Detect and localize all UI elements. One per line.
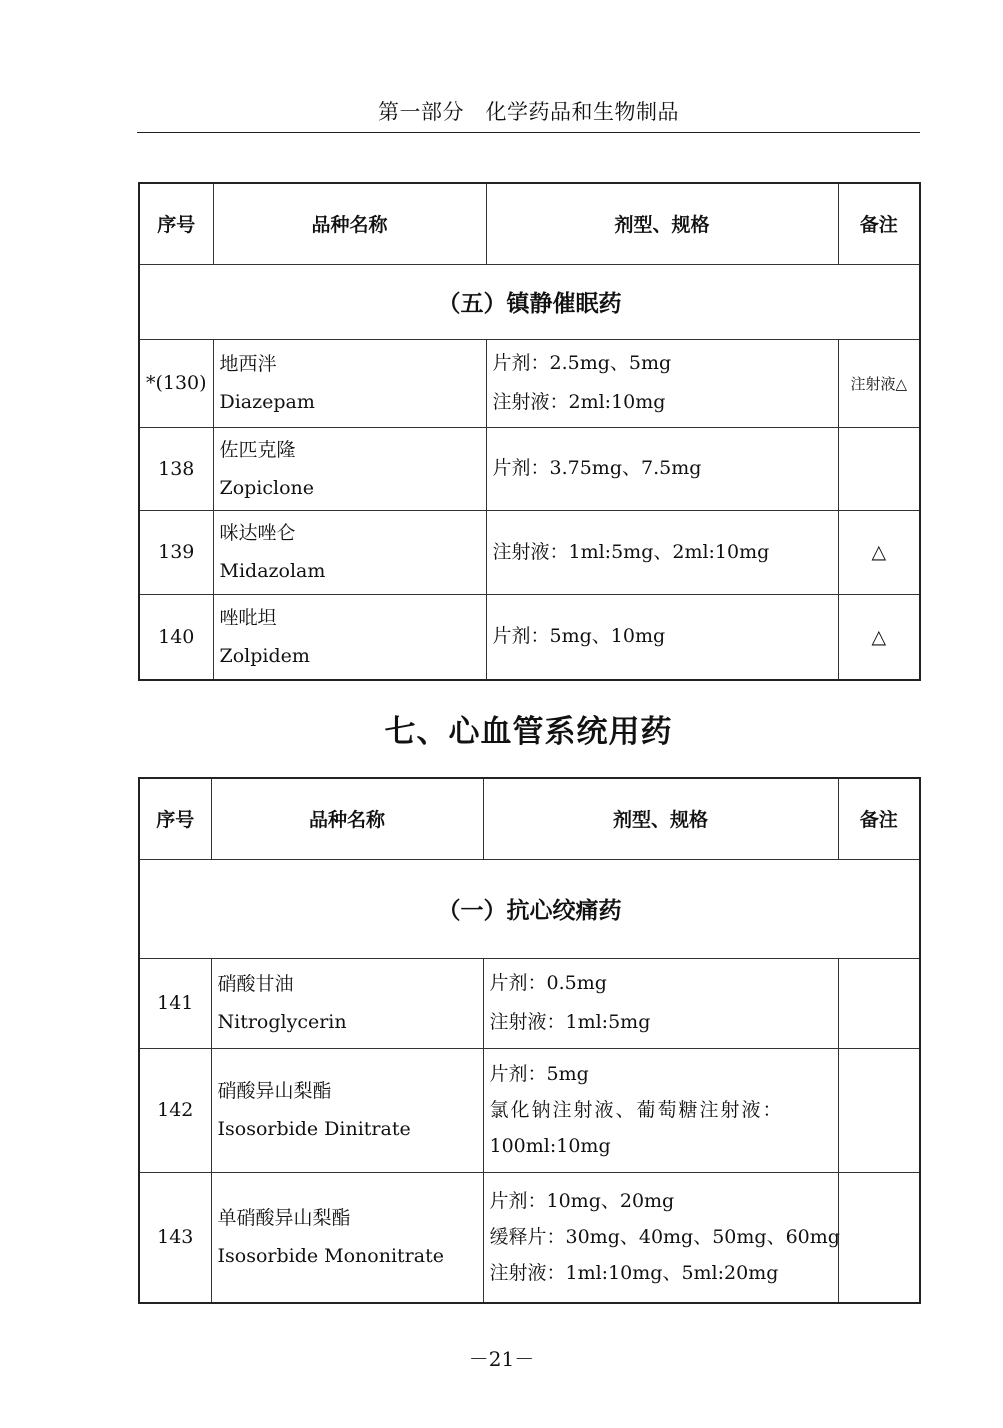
section-title: （一）抗心绞痛药 (139, 859, 920, 958)
drug-name (211, 958, 483, 1048)
table-row (139, 1048, 920, 1172)
drug-spec (486, 594, 838, 680)
drug-note (838, 958, 920, 1048)
drug-table-sedatives (138, 182, 921, 681)
drug-name-cn: 唑吡坦 (219, 606, 277, 629)
section-row (139, 264, 920, 339)
table-row (139, 339, 920, 427)
drug-note: 注射液△ (838, 339, 920, 427)
row-number: 142 (139, 1048, 211, 1172)
drug-spec (486, 510, 838, 594)
spec-line: 注射液：1ml:10mg、5ml:20mg (489, 1262, 779, 1285)
chapter-title: 七、心血管系统用药 (384, 714, 673, 750)
col-header-spec: 剂型、规格 (483, 778, 838, 859)
section-row (139, 859, 920, 958)
spec-line: 氯化钠注射液、葡萄糖注射液： (489, 1099, 784, 1121)
header-divider (137, 132, 920, 133)
section-title: （五）镇静催眠药 (139, 264, 920, 339)
table-row (139, 958, 920, 1048)
spec-line: 注射液：1ml:5mg (489, 1011, 651, 1033)
drug-note: △ (838, 594, 920, 680)
row-number: 139 (139, 510, 213, 594)
drug-note: △ (838, 510, 920, 594)
drug-name-en: Isosorbide Dinitrate (217, 1118, 411, 1140)
page-number: －21－ (468, 1347, 535, 1371)
drug-name-en: Zopiclone (219, 476, 315, 499)
spec-line: 缓释片：30mg、40mg、50mg、60mg (489, 1226, 840, 1249)
spec-line: 片剂：10mg、20mg (489, 1190, 675, 1213)
drug-name-cn: 佐匹克隆 (219, 438, 296, 461)
col-header-note: 备注 (838, 778, 920, 859)
spec-line: 片剂：0.5mg (489, 972, 607, 994)
table-row (139, 510, 920, 594)
drug-name (211, 1048, 483, 1172)
drug-name-cn: 硝酸甘油 (217, 973, 294, 995)
col-header-name: 品种名称 (211, 778, 483, 859)
drug-spec (483, 1048, 838, 1172)
drug-note (838, 1048, 920, 1172)
drug-name-en: Midazolam (219, 560, 326, 582)
col-header-spec: 剂型、规格 (486, 183, 838, 264)
page-header: 第一部分 化学药品和生物制品 (378, 100, 679, 124)
drug-note (838, 1172, 920, 1303)
table-row (139, 1172, 920, 1303)
col-header-number: 序号 (139, 183, 213, 264)
drug-name (213, 510, 486, 594)
col-header-number: 序号 (139, 778, 211, 859)
drug-note (838, 427, 920, 510)
drug-spec (486, 427, 838, 510)
row-number: 141 (139, 958, 211, 1048)
table-header-row (139, 183, 920, 264)
drug-spec (483, 958, 838, 1048)
spec-line: 片剂：3.75mg、7.5mg (492, 457, 702, 479)
row-number: 138 (139, 427, 213, 510)
drug-name-en: Nitroglycerin (217, 1011, 347, 1033)
table-header-row (139, 778, 920, 859)
drug-name-cn: 单硝酸异山梨酯 (217, 1207, 351, 1230)
drug-name-cn: 地西泮 (219, 353, 277, 375)
spec-line: 注射液：1ml:5mg、2ml:10mg (492, 540, 770, 563)
col-header-note: 备注 (838, 183, 920, 264)
drug-name (213, 427, 486, 510)
row-number: 143 (139, 1172, 211, 1303)
drug-name (211, 1172, 483, 1303)
spec-line: 注射液：2ml:10mg (492, 391, 666, 413)
col-header-name: 品种名称 (213, 183, 486, 264)
drug-spec (486, 339, 838, 427)
table-row (139, 594, 920, 680)
drug-table-cardiovascular (138, 777, 921, 1304)
row-number: 140 (139, 594, 213, 680)
drug-name-cn: 硝酸异山梨酯 (217, 1080, 332, 1102)
spec-line: 片剂：5mg、10mg (492, 625, 666, 648)
spec-line: 100ml:10mg (489, 1135, 611, 1157)
drug-name-en: Diazepam (219, 391, 315, 413)
drug-name-cn: 咪达唑仑 (219, 522, 296, 544)
spec-line: 片剂：2.5mg、5mg (492, 352, 672, 374)
drug-name (213, 594, 486, 680)
row-number: *(130) (139, 339, 213, 427)
drug-name-en: Zolpidem (219, 644, 310, 667)
spec-line: 片剂：5mg (489, 1063, 589, 1085)
table-row (139, 427, 920, 510)
drug-name (213, 339, 486, 427)
drug-name-en: Isosorbide Mononitrate (217, 1245, 444, 1268)
drug-spec (483, 1172, 838, 1303)
